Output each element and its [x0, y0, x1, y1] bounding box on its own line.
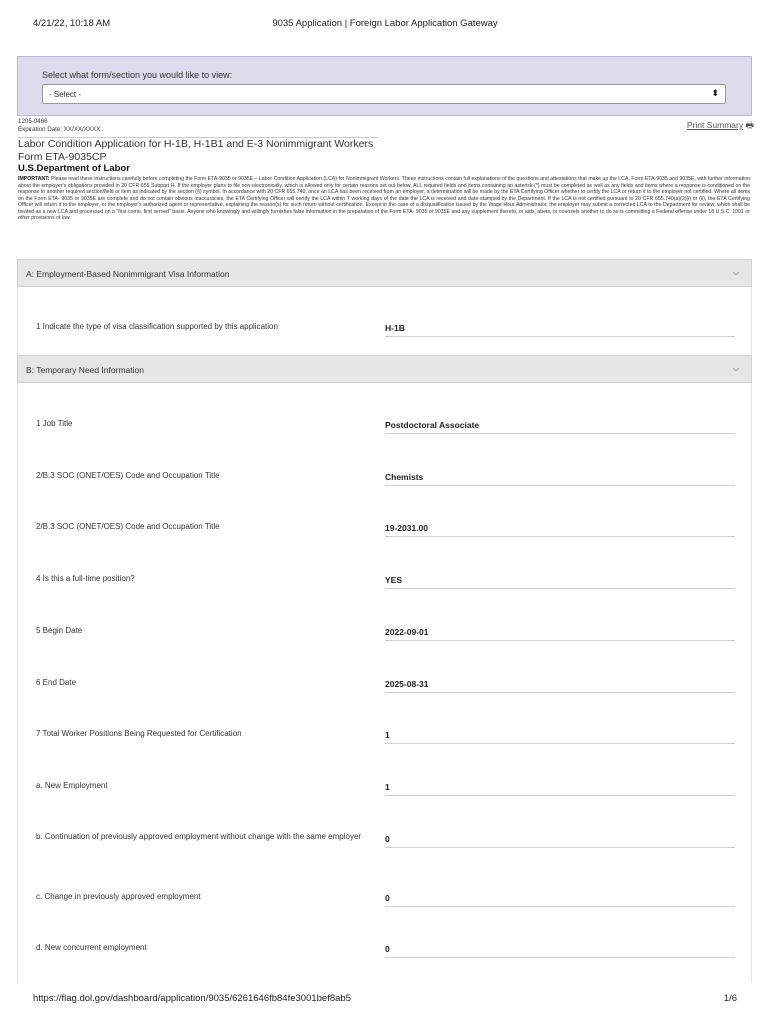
- change-employment-value: 0: [385, 893, 735, 907]
- important-text: Please read these instructions carefully before completing the Form ETA-9035 or 9035E – Labor Condition Application (LCA) for Nonimmigrant Workers. These instructions contain full explanations of the questions and attestations that make up the LCA, Form ETA-9035 and 9035E, with further information about the employer's obligations provided in 20 CFR 655 Subpart H. If the employer plans to file non-electronically, which is allowed only for certain reasons set out below, ALL required fields and items containing an asterisk (*) must be completed as well as any fields and items where a response is conditioned on the response to another required section/field or item as indicated by the section (§) symbol. In accordance with 20 CFR 655.740, once an LCA has been received from an employer, a determination will be made by the ETA Certifying Officer whether to certify the LCA or return it to the employer not certified. Where all items on the Form ETA- 9035 or 9035E are complete and do not contain obvious inaccuracies, the ETA Certifying Officer will certify the LCA within 7 working days of the date the LCA is received and date-stamped by the Department. If the LCA is not certified pursuant to 20 CFR 655.740(a)(2)(i) or (ii), the ETA Certifying Officer will return it to the employer, or the employer's authorized agent or representative, explaining the reason(s) for such return without certification. Except in the case of a disqualification issued by the Wage Hour Administrator, the employer may submit a corrected LCA to the Department for review, which shall be treated as a new LCA and processed on a "first come, first served" basis. Anyone who knowingly and willingly furnishes false information in the preparation of the Form ETA- 9035 or 9035E and any supplement thereto, or aids, abets, or counsels another to do so is committing a Federal offense under 18 U.S.C. 1001 or other provisions of law.: [18, 176, 750, 221]
- job-title-label: 1 Job Title: [36, 419, 73, 428]
- section-a-title: A: Employment-Based Nonimmigrant Visa Information: [26, 269, 230, 279]
- soc-code-label: 2/B.3 SOC (ONET/OES) Code and Occupation Title: [36, 522, 220, 531]
- print-url: https://flag.dol.gov/dashboard/application/9035/6261646fb84fe3001bef8ab5: [33, 993, 351, 1004]
- section-b-header[interactable]: [17, 355, 752, 383]
- total-positions-label: 7 Total Worker Positions Being Requested for Certification: [36, 729, 242, 738]
- form-section-selector-label: Select what form/section you would like to view:: [42, 70, 233, 80]
- form-title: Labor Condition Application for H-1B, H-1B1 and E-3 Nonimmigrant Workers: [18, 137, 378, 150]
- continuation-employment-label: b. Continuation of previously approved employment without change with the same employer: [36, 832, 362, 841]
- end-date-value: 2025-08-31: [385, 679, 735, 693]
- chevron-down-icon: ⌵: [732, 364, 739, 373]
- job-title-value: Postdoctoral Associate: [385, 420, 735, 434]
- begin-date-value: 2022-09-01: [385, 627, 735, 641]
- new-employment-label: a. New Employment: [36, 781, 108, 790]
- occupation-title-value: Chemists: [385, 472, 735, 486]
- omb-number: 1205-0466: [18, 118, 48, 125]
- form-section-selector: [17, 56, 752, 116]
- full-time-label: 4 Is this a full-time position?: [36, 574, 135, 583]
- begin-date-label: 5 Begin Date: [36, 626, 83, 635]
- print-summary-link[interactable]: [687, 118, 754, 134]
- page-number: 1/6: [723, 993, 737, 1004]
- form-section-select-value: - Select -: [49, 90, 82, 99]
- print-page-title: 9035 Application | Foreign Labor Application Gateway: [272, 18, 498, 29]
- select-arrows-icon: ⬍: [711, 88, 719, 98]
- change-employment-label: c. Change in previously approved employment: [36, 892, 201, 901]
- omb-expiration: Expiration Date: XX/XX/XXXX: [18, 126, 101, 133]
- important-notice: [18, 176, 750, 222]
- chevron-down-icon: ⌵: [732, 268, 739, 277]
- important-label: IMPORTANT:: [18, 176, 50, 182]
- printer-icon: 🖶: [745, 120, 754, 130]
- department-name: U.S.Department of Labor: [18, 163, 130, 174]
- section-b-title: B: Temporary Need Information: [26, 365, 144, 375]
- full-time-value: YES: [385, 575, 735, 589]
- occupation-title-label: 2/B.3 SOC (ONET/OES) Code and Occupation Title: [36, 471, 220, 480]
- total-positions-value: 1: [385, 730, 735, 744]
- concurrent-employment-value: 0: [385, 944, 735, 958]
- new-employment-value: 1: [385, 782, 735, 796]
- section-a-body: [17, 287, 752, 355]
- visa-classification-value: H-1B: [385, 323, 735, 337]
- omb-info: [18, 118, 100, 134]
- continuation-employment-value: 0: [385, 834, 735, 848]
- print-summary-label: Print Summary: [686, 120, 744, 130]
- soc-code-value: 19-2031.00: [385, 523, 735, 537]
- section-a-header[interactable]: [17, 259, 752, 287]
- concurrent-employment-label: d. New concurrent employment: [36, 943, 147, 952]
- end-date-label: 6 End Date: [36, 678, 77, 687]
- print-datetime: 4/21/22, 10:18 AM: [33, 18, 111, 29]
- visa-classification-label: 1 Indicate the type of visa classification supported by this application: [36, 322, 278, 331]
- form-number: Form ETA-9035CP: [18, 151, 107, 163]
- form-section-select[interactable]: [42, 84, 726, 104]
